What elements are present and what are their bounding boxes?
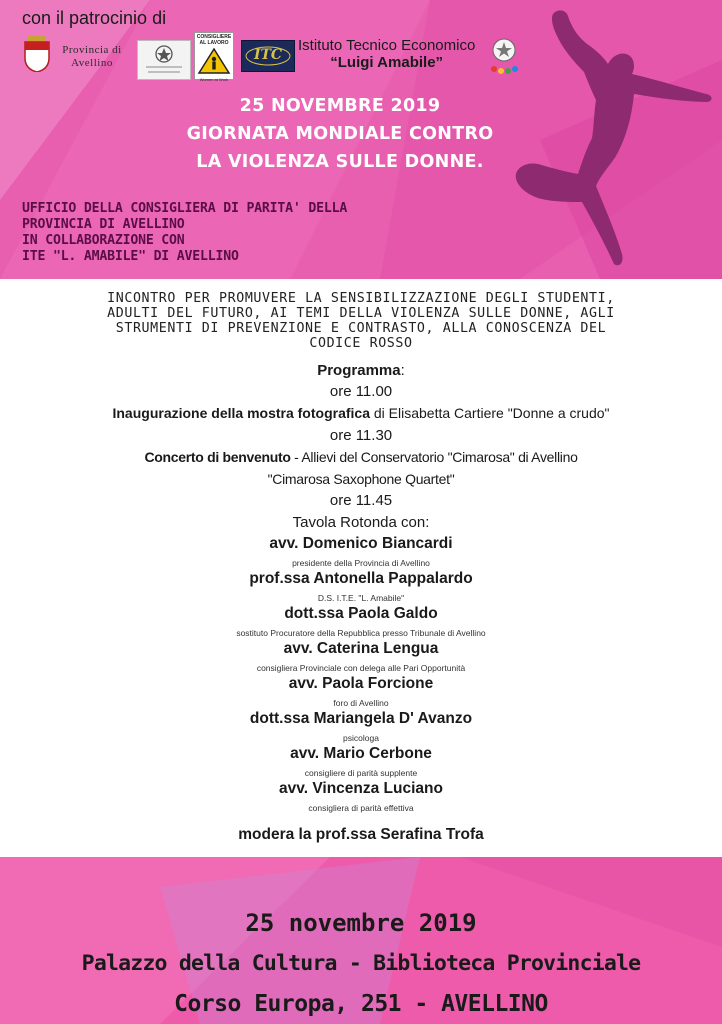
event-1-title: Inaugurazione della mostra fotografica — [112, 405, 370, 421]
program-time-2: ore 11.30 — [329, 427, 393, 444]
speaker-name: avv. Paola Forcione — [288, 675, 434, 692]
school-name — [298, 37, 475, 71]
speaker-role: foro di Avellino — [333, 698, 389, 708]
program-event-2-line2: "Cimarosa Saxophone Quartet" — [267, 471, 455, 487]
patronage-label: con il patrocinio di — [22, 8, 167, 28]
ministry-emblem-icon — [138, 41, 190, 79]
event-2-detail: - Allievi del Conservatorio "Cimarosa" di Avellino — [290, 449, 578, 465]
intro-line-3: STRUMENTI DI PREVENZIONE E CONTRASTO, ALLA CONOSCENZA DEL — [115, 321, 607, 336]
speaker-role: consigliera di parità effettiva — [308, 803, 414, 813]
intro-line-1: INCONTRO PER PROMUVERE LA SENSIBILIZZAZIONE DEGLI STUDENTI, — [107, 291, 615, 306]
intro-line-2: ADULTI DEL FUTURO, AI TEMI DELLA VIOLENZA SULLE DONNE, AGLI — [107, 306, 615, 321]
title-line-3: LA VIOLENZA SULLE DONNE. — [196, 152, 484, 172]
consigliera-logo-sub: Women at Work — [199, 77, 229, 82]
program-heading-row — [0, 362, 722, 379]
round-table-label: Tavola Rotonda con: — [292, 514, 430, 531]
speaker-role: consigliera Provinciale con delega alle Pari Opportunità — [256, 663, 466, 673]
organizer-block — [22, 201, 347, 265]
title-line-2: GIORNATA MONDIALE CONTRO — [186, 124, 494, 144]
organizer-line-2: PROVINCIA DI AVELLINO — [22, 217, 185, 232]
intro-line-4: CODICE ROSSO — [309, 336, 413, 351]
footer-venue: Palazzo della Cultura - Biblioteca Provinciale — [81, 951, 641, 976]
consigliera-logo-text: CONSIGLIERE AL LAVORO — [196, 34, 232, 46]
speaker-name: dott.ssa Mariangela D' Avanzo — [249, 710, 473, 727]
footer-band — [0, 857, 722, 1024]
speaker-role: psicologa — [343, 733, 379, 743]
speaker-name: avv. Vincenza Luciano — [279, 780, 443, 797]
intro-text — [40, 291, 682, 351]
speaker-role: presidente della Provincia di Avellino — [292, 558, 430, 568]
speaker-name: avv. Mario Cerbone — [290, 745, 432, 762]
program-time-3: ore 11.45 — [329, 492, 393, 509]
speaker-role: consigliere di parità supplente — [304, 768, 418, 778]
school-name-line2: “Luigi Amabile” — [330, 54, 444, 71]
avellino-crest-icon — [24, 36, 50, 72]
speaker-name: avv. Caterina Lengua — [283, 640, 439, 657]
consigliera-logo — [194, 32, 234, 80]
itc-logo — [241, 40, 295, 72]
event-1-detail: di Elisabetta Cartiere "Donne a crudo" — [369, 405, 610, 421]
speaker-name: avv. Domenico Biancardi — [269, 535, 453, 552]
event-title — [120, 92, 560, 176]
program-time-1: ore 11.00 — [329, 383, 393, 400]
title-line-1: 25 NOVEMBRE 2019 — [239, 96, 441, 116]
program-section — [0, 279, 722, 857]
speaker-name: prof.ssa Antonella Pappalardo — [249, 570, 473, 587]
organizer-line-4: ITE "L. AMABILE" DI AVELLINO — [22, 249, 239, 264]
program-event-1 — [0, 405, 722, 421]
organizer-line-1: UFFICIO DELLA CONSIGLIERA DI PARITA' DELLA — [22, 201, 348, 216]
itc-logo-text: ITC — [253, 47, 283, 63]
speaker-role: sostituto Procuratore della Repubblica presso Tribunale di Avellino — [236, 628, 486, 638]
provincia-logo-text: Provincia di Avellino — [62, 44, 122, 69]
school-name-line1: Istituto Tecnico Economico — [298, 37, 476, 54]
program-event-2 — [0, 449, 722, 465]
header-band — [0, 0, 722, 279]
event-2-title: Concerto di benvenuto — [144, 449, 291, 465]
program-heading-colon: : — [400, 362, 405, 379]
footer-address: Corso Europa, 251 - AVELLINO — [174, 991, 548, 1017]
footer-date: 25 novembre 2019 — [245, 909, 477, 937]
speaker-role: D.S. I.T.E. "L. Amabile" — [317, 593, 405, 603]
program-heading: Programma — [317, 362, 401, 379]
warning-triangle-icon — [195, 46, 233, 76]
ministry-logo — [137, 40, 191, 80]
moderator-line: modera la prof.ssa Serafina Trofa — [238, 826, 484, 843]
organizer-line-3: IN COLLABORAZIONE CON — [22, 233, 185, 248]
speaker-name: dott.ssa Paola Galdo — [284, 605, 438, 622]
